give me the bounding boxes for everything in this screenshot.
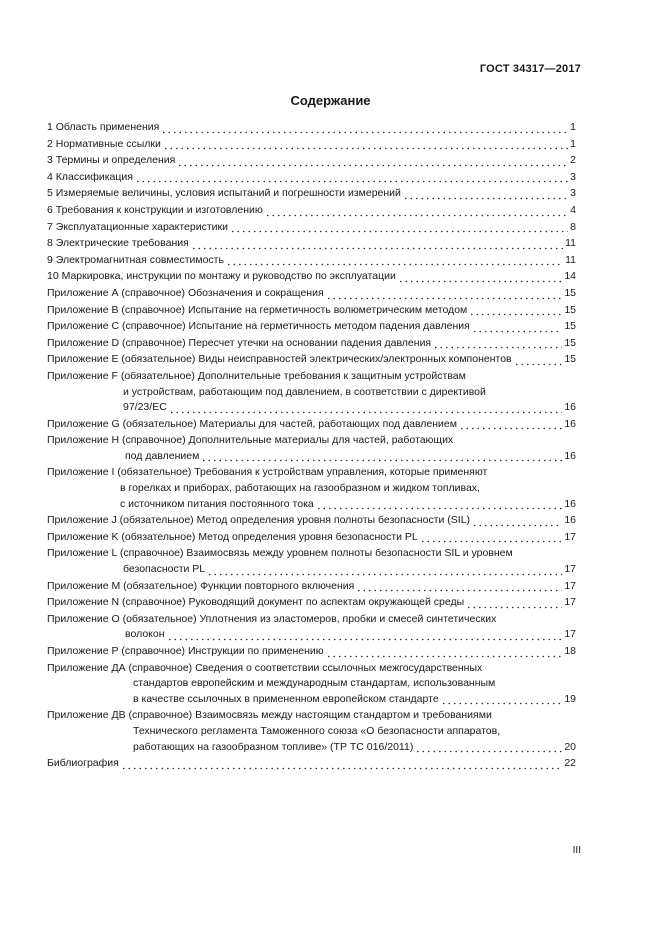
toc-entry[interactable] — [47, 417, 576, 433]
toc-entry[interactable] — [47, 756, 576, 772]
toc-entry-text: Приложение М (обязательное) Функции повторного включения — [47, 579, 355, 592]
toc-entry[interactable] — [47, 708, 576, 755]
toc-entry[interactable] — [47, 546, 576, 577]
toc-entry-text: стандартов европейским и международным стандартам, использованным — [133, 677, 496, 690]
toc-entry[interactable] — [47, 579, 576, 595]
dot-leader — [415, 742, 562, 753]
toc-entry-text: 5 Измеряемые величины, условия испытаний и погрешности измерений — [47, 187, 401, 200]
toc-entry[interactable] — [47, 253, 576, 269]
toc-entry-text: Приложение Н (справочное) Дополнительные материалы для частей, работающих — [47, 434, 454, 447]
dot-leader — [316, 499, 563, 510]
toc-entry-text: 3 Термины и определения — [47, 154, 176, 167]
toc-entry-text: под давлением — [125, 449, 200, 462]
dot-leader — [169, 403, 563, 414]
toc-entry[interactable] — [47, 465, 576, 512]
toc-entry-text: Библиография — [47, 757, 119, 770]
toc-entry-page: 1 — [570, 121, 576, 133]
toc-entry-text: безопасности PL — [123, 563, 206, 576]
toc-entry-page: 16 — [564, 417, 576, 430]
toc-entry[interactable] — [47, 269, 576, 285]
toc-entry-page: 16 — [564, 497, 576, 510]
toc-entry-text: Приложение ДВ (справочное) Взаимосвязь между настоящим стандартом и требованиями — [47, 709, 492, 722]
toc-entry-page: 3 — [570, 170, 576, 183]
toc-entry-text: Технического регламента Таможенного союза «О безопасности аппаратов, — [133, 724, 501, 737]
toc-entry-page: 17 — [564, 530, 576, 543]
toc-entry-text: Приложение G (обязательное) Материалы для частей, работающих под давлением — [47, 417, 457, 430]
toc-entry-text: с источником питания постоянного тока — [120, 497, 314, 510]
toc-entry-text: Приложение I (обязательное) Требования к устройствам управления, которые применяют — [47, 466, 488, 479]
dot-leader — [161, 123, 568, 134]
dot-leader — [226, 255, 563, 266]
toc-entry-page: 17 — [564, 563, 576, 576]
toc-entry-text: Приложение J (обязательное) Метод определения уровня полноты безопасности (SIL) — [47, 514, 471, 527]
toc-entry-text: Приложение В (справочное) Испытание на герметичность волюметрическим методом — [47, 303, 468, 316]
standard-code: ГОСТ 34317—2017 — [479, 63, 581, 75]
dot-leader — [356, 581, 562, 592]
toc-entry-text: волокон — [125, 628, 165, 641]
toc-entry-text: 9 Электромагнитная совместимость — [47, 253, 224, 266]
toc-entry-text: в горелках и приборах, работающих на газообразном и жидком топливах, — [120, 482, 480, 495]
toc-entry-text: в качестве ссылочных в примененном европейском стандарте — [133, 692, 439, 705]
dot-leader — [398, 272, 563, 283]
dot-leader — [459, 419, 562, 430]
dot-leader — [433, 338, 562, 349]
toc-entry-text: Приложение Р (справочное) Инструкции по применению — [47, 645, 324, 657]
toc-entry-page: 15 — [564, 353, 576, 366]
toc-entry-text: и устройствам, работающим под давлением, в соответствии с директивой — [123, 385, 486, 398]
dot-leader — [472, 322, 563, 333]
toc-entry-page: 15 — [564, 336, 576, 349]
toc-entry-text: Приложение F (обязательное) Дополнительные требования к защитным устройствам — [47, 369, 466, 382]
toc-entry[interactable] — [47, 513, 576, 529]
toc-entry-page: 19 — [564, 692, 576, 705]
toc-entry-text: 7 Эксплуатационные характеристики — [47, 220, 228, 233]
toc-entry[interactable] — [47, 595, 576, 611]
dot-leader — [326, 289, 563, 300]
toc-entry-text: 10 Маркировка, инструкции по монтажу и руководство по эксплуатации — [47, 270, 396, 283]
toc-entry[interactable] — [47, 286, 576, 302]
dot-leader — [207, 565, 562, 576]
dot-leader — [121, 759, 562, 770]
toc-entry-text: 2 Нормативные ссылки — [47, 137, 161, 150]
dot-leader — [201, 451, 562, 462]
dot-leader — [163, 139, 568, 150]
toc-entry-page: 18 — [564, 645, 576, 657]
dot-leader — [326, 647, 563, 658]
toc-entry-text: 4 Классификация — [47, 170, 133, 183]
toc-entry[interactable] — [47, 120, 576, 136]
toc-entry-page: 4 — [570, 203, 576, 216]
toc-entry[interactable] — [47, 203, 576, 219]
toc-entry[interactable] — [47, 319, 576, 335]
toc-entry[interactable] — [47, 433, 576, 464]
dot-leader — [514, 355, 563, 366]
toc-entry[interactable] — [47, 336, 576, 352]
toc-entry-page: 20 — [564, 740, 576, 753]
toc-entry[interactable] — [47, 612, 576, 643]
dot-leader — [265, 206, 568, 217]
toc-entry[interactable] — [47, 352, 576, 368]
toc-entry[interactable] — [47, 644, 576, 660]
toc-entry[interactable] — [47, 661, 576, 708]
toc-entry-text: Приложение K (обязательное) Метод определения уровня безопасности PL — [47, 530, 418, 543]
dot-leader — [469, 305, 562, 316]
toc-entry-text: Приложение ДА (справочное) Сведения о соответствии ссылочных межгосударственных — [47, 661, 483, 674]
dot-leader — [191, 239, 563, 250]
dot-leader — [420, 532, 563, 543]
toc-entry-page: 1 — [570, 137, 576, 150]
toc-entry-page: 3 — [570, 187, 576, 200]
toc-entry-text: работающих на газообразном топливе» (ТР ТС 016/2011) — [133, 740, 414, 753]
toc-entry[interactable] — [47, 220, 576, 236]
toc-entry-text: Приложение N (справочное) Руководящий документ по аспектам окружающей среды — [47, 596, 465, 609]
toc-entry[interactable] — [47, 530, 576, 546]
dot-leader — [135, 172, 568, 183]
toc-entry[interactable] — [47, 137, 576, 153]
toc-entry-text: 8 Электрические требования — [47, 237, 189, 250]
dot-leader — [230, 222, 568, 233]
toc-entry-text: Приложение О (обязательное) Уплотнения из эластомеров, пробки и смесей синтетических — [47, 612, 497, 625]
toc-entry-text: Приложение А (справочное) Обозначения и сокращения — [47, 286, 324, 299]
toc-entry-text: Приложение С (справочное) Испытание на герметичность методом падения давления — [47, 320, 470, 333]
dot-leader — [167, 630, 563, 641]
page-number: III — [572, 845, 581, 856]
toc-entry-page: 11 — [565, 237, 576, 250]
toc-entry-page: 17 — [564, 579, 576, 592]
toc-entry-page: 15 — [564, 320, 576, 333]
toc-entry-page: 16 — [564, 449, 576, 462]
dot-leader — [472, 516, 562, 527]
toc-entry-page: 15 — [564, 286, 576, 299]
toc-entry[interactable] — [47, 369, 576, 416]
toc-entry-page: 11 — [565, 253, 576, 266]
toc-entry-text: 6 Требования к конструкции и изготовлению — [47, 203, 263, 216]
toc-entry-page: 15 — [564, 303, 576, 316]
toc-entry[interactable] — [47, 186, 576, 202]
toc-entry-page: 17 — [564, 596, 576, 609]
toc-title: Содержание — [290, 93, 371, 108]
dot-leader — [441, 694, 563, 705]
toc-entry-page: 14 — [564, 270, 576, 283]
toc-entry[interactable] — [47, 236, 576, 252]
toc-entry-text: Приложение L (справочное) Взаимосвязь между уровнем полноты безопасности SIL и уровнем — [47, 547, 513, 560]
toc-entry-page: 17 — [564, 628, 576, 641]
toc-entry-page: 16 — [564, 514, 576, 527]
dot-leader — [177, 156, 568, 167]
table-of-contents — [47, 120, 576, 772]
toc-entry-page: 22 — [564, 757, 576, 770]
toc-entry-page: 2 — [570, 154, 576, 167]
toc-entry-text: Приложение D (справочное) Пересчет утечки на основании падения давления — [47, 336, 432, 349]
toc-entry-text: 1 Область применения — [47, 121, 160, 133]
toc-entry-page: 16 — [564, 401, 576, 414]
toc-entry[interactable] — [47, 303, 576, 319]
dot-leader — [403, 189, 568, 200]
toc-entry[interactable] — [47, 153, 576, 169]
toc-entry-text: Приложение Е (обязательное) Виды неисправностей электрических/электронных компонентов — [47, 353, 512, 366]
toc-entry-text: 97/23/ЕС — [123, 401, 167, 414]
toc-entry[interactable] — [47, 170, 576, 186]
toc-entry-page: 8 — [570, 220, 576, 233]
dot-leader — [466, 598, 562, 609]
